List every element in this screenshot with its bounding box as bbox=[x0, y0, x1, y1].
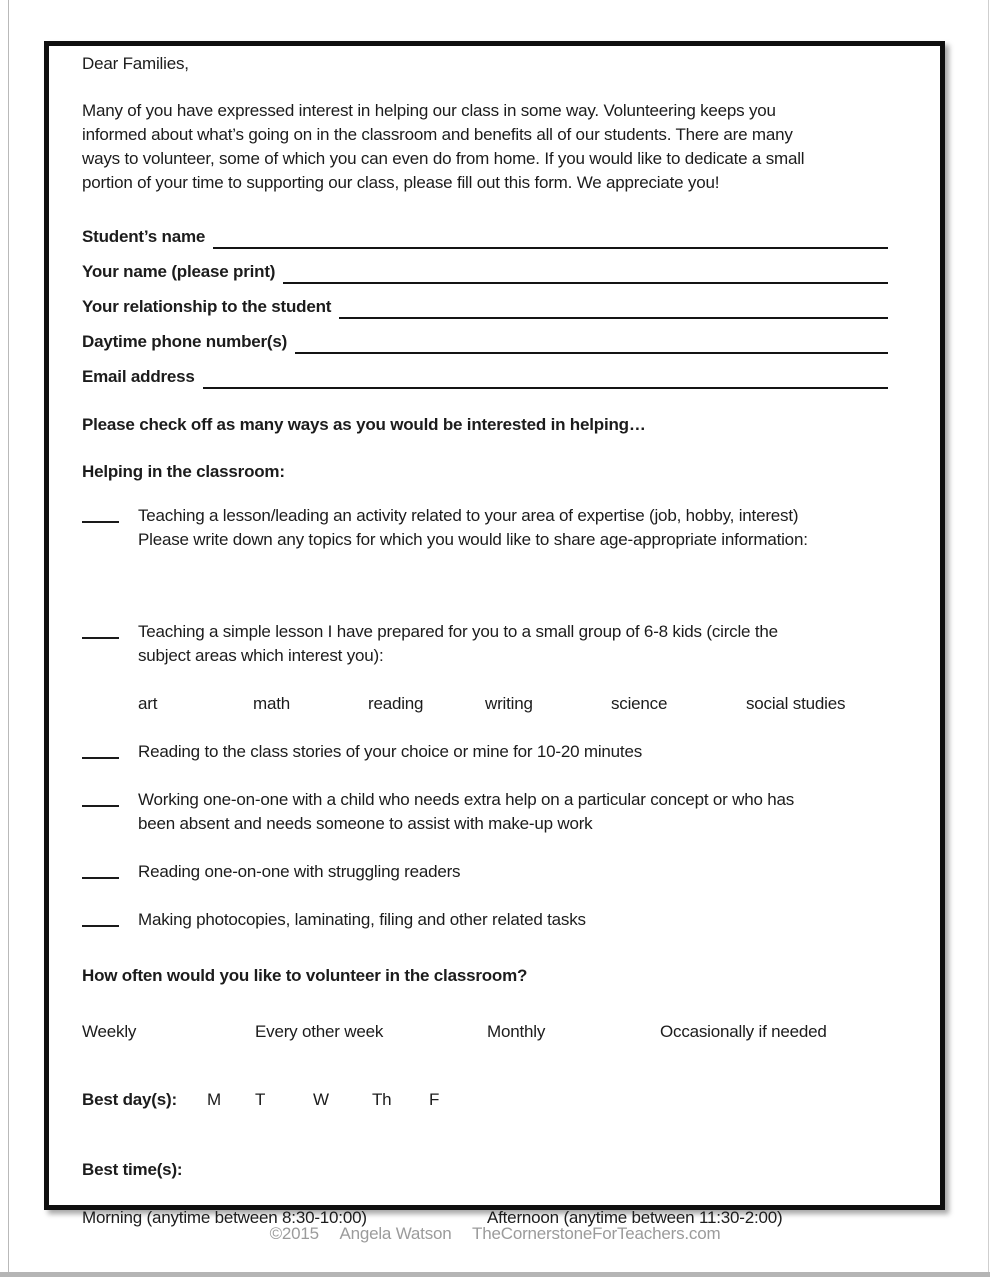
checklist-item-text: Making photocopies, laminating, filing and other related tasks bbox=[138, 910, 586, 929]
subject-option-reading[interactable]: reading bbox=[368, 694, 424, 713]
volunteer-form-box bbox=[44, 41, 945, 1227]
intro-line: informed about what’s going on in the classroom and benefits all of our students. There are many bbox=[82, 125, 793, 144]
checkbox-blank-line[interactable] bbox=[82, 908, 119, 927]
best-days-row bbox=[82, 1088, 904, 1112]
day-option-friday[interactable]: F bbox=[429, 1090, 440, 1109]
subject-option-social-studies[interactable]: social studies bbox=[746, 694, 846, 713]
subject-option-science[interactable]: science bbox=[611, 694, 668, 713]
field-label: Your name (please print) bbox=[82, 262, 276, 281]
frequency-question: How often would you like to volunteer in the classroom? bbox=[82, 966, 528, 985]
intro-line: ways to volunteer, some of which you can even do from home. If you would like to dedicate a small bbox=[82, 149, 805, 168]
page-edge-bottom bbox=[0, 1272, 990, 1277]
checklist-item-reading-class bbox=[82, 740, 904, 764]
intro-line: portion of your time to supporting our class, please fill out this form. We appreciate you! bbox=[82, 173, 720, 192]
checklist-item-photocopies bbox=[82, 908, 904, 932]
best-times-label: Best time(s): bbox=[82, 1160, 183, 1179]
day-option-wednesday[interactable]: W bbox=[313, 1090, 329, 1109]
checklist-item-text: been absent and needs someone to assist with make-up work bbox=[138, 814, 593, 833]
footer-author: Angela Watson bbox=[339, 1224, 452, 1243]
checklist-item-text: Working one-on-one with a child who needs extra help on a particular concept or who has bbox=[138, 790, 795, 809]
footer-site: TheCornerstoneForTeachers.com bbox=[472, 1224, 721, 1243]
field-row-phone bbox=[82, 330, 904, 354]
checklist-item-teaching-lesson bbox=[82, 504, 904, 552]
checklist-item-text: Teaching a lesson/leading an activity related to your area of expertise (job, hobby, interest) bbox=[138, 506, 799, 525]
checklist-item-text: Teaching a simple lesson I have prepared for you to a small group of 6-8 kids (circle the bbox=[138, 622, 778, 641]
frequency-option-monthly[interactable]: Monthly bbox=[487, 1022, 546, 1041]
checklist-item-text: subject areas which interest you): bbox=[138, 646, 384, 665]
checkbox-blank-line[interactable] bbox=[82, 740, 119, 759]
frequency-option-occasionally[interactable]: Occasionally if needed bbox=[660, 1022, 827, 1041]
checklist bbox=[82, 504, 904, 932]
subject-option-math[interactable]: math bbox=[253, 694, 290, 713]
field-row-email bbox=[82, 365, 904, 389]
field-row-relationship bbox=[82, 295, 904, 319]
checklist-item-one-on-one-help bbox=[82, 788, 904, 836]
page-edge-left bbox=[8, 0, 9, 1277]
frequency-options bbox=[82, 1020, 904, 1044]
page-edge-right bbox=[988, 0, 989, 1277]
checkbox-blank-line[interactable] bbox=[82, 860, 119, 879]
classroom-section-heading: Helping in the classroom: bbox=[82, 462, 285, 481]
spacer bbox=[82, 716, 904, 740]
subject-option-writing[interactable]: writing bbox=[485, 694, 533, 713]
check-instruction: Please check off as many ways as you would be interested in helping… bbox=[82, 415, 646, 434]
field-row-your-name bbox=[82, 260, 904, 284]
field-label: Student’s name bbox=[82, 227, 206, 246]
phone-write-line[interactable] bbox=[295, 336, 888, 354]
checkbox-blank-line[interactable] bbox=[82, 620, 119, 639]
frequency-option-every-other-week[interactable]: Every other week bbox=[255, 1022, 384, 1041]
field-label: Daytime phone number(s) bbox=[82, 332, 288, 351]
time-option-afternoon[interactable]: Afternoon (anytime between 11:30-2:00) bbox=[487, 1208, 783, 1227]
relationship-write-line[interactable] bbox=[339, 301, 888, 319]
day-option-monday[interactable]: M bbox=[207, 1090, 221, 1109]
day-option-thursday[interactable]: Th bbox=[372, 1090, 392, 1109]
subject-option-art[interactable]: art bbox=[138, 694, 158, 713]
greeting: Dear Families, bbox=[82, 54, 189, 73]
checklist-item-text: Reading to the class stories of your choice or mine for 10-20 minutes bbox=[138, 742, 643, 761]
time-option-morning[interactable]: Morning (anytime between 8:30-10:00) bbox=[82, 1208, 367, 1227]
field-label: Your relationship to the student bbox=[82, 297, 332, 316]
checkbox-blank-line[interactable] bbox=[82, 504, 119, 523]
footer-copyright: ©2015 bbox=[269, 1224, 319, 1243]
checklist-item-struggling-readers bbox=[82, 860, 904, 884]
footer-credit bbox=[0, 1224, 990, 1244]
student-name-write-line[interactable] bbox=[213, 231, 888, 249]
email-write-line[interactable] bbox=[203, 371, 888, 389]
best-days-label: Best day(s): bbox=[82, 1090, 177, 1109]
your-name-write-line[interactable] bbox=[283, 266, 888, 284]
contact-fields bbox=[82, 225, 904, 389]
frequency-option-weekly[interactable]: Weekly bbox=[82, 1022, 137, 1041]
subject-options bbox=[138, 692, 904, 716]
intro-line: Many of you have expressed interest in helping our class in some way. Volunteering keeps you bbox=[82, 101, 776, 120]
field-label: Email address bbox=[82, 367, 195, 386]
intro-paragraph bbox=[82, 99, 904, 195]
field-row-student-name bbox=[82, 225, 904, 249]
checklist-item-text: Reading one-on-one with struggling readers bbox=[138, 862, 461, 881]
checkbox-blank-line[interactable] bbox=[82, 788, 119, 807]
checklist-item-simple-lesson bbox=[82, 620, 904, 668]
checklist-item-text: Please write down any topics for which you would like to share age-appropriate information: bbox=[138, 530, 808, 549]
day-option-tuesday[interactable]: T bbox=[255, 1090, 266, 1109]
